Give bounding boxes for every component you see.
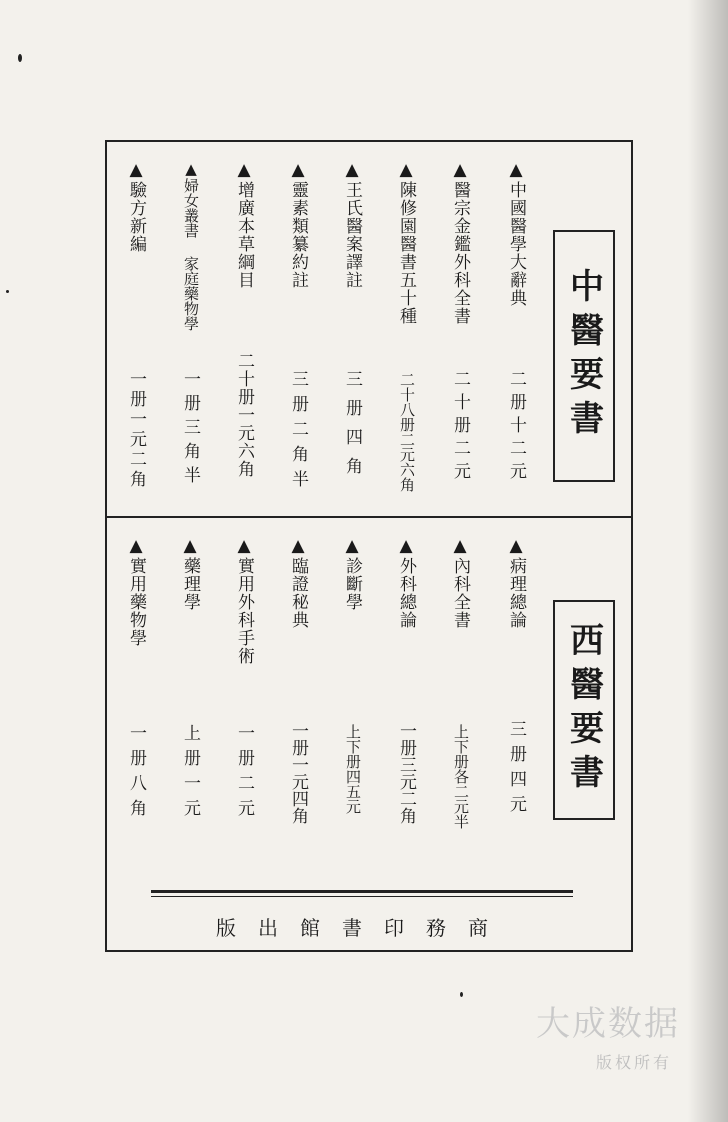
western-section-title: 西醫要書: [563, 622, 604, 798]
ink-speck: [6, 290, 9, 293]
book-name: ▲驗方新編: [126, 160, 146, 253]
book-price: 一册三角半: [180, 370, 200, 490]
western-section-title-box: [553, 600, 615, 820]
book-name: ▲藥理學: [180, 536, 200, 611]
watermark-text: 大成数据: [536, 1004, 680, 1044]
book-name: ▲外科總論: [396, 536, 416, 629]
ink-speck: [460, 992, 463, 997]
advertisement-frame: [105, 140, 633, 952]
book-price: 一册八角: [126, 724, 146, 824]
book-name: ▲臨證秘典: [288, 536, 308, 629]
book-name: ▲實用藥物學: [126, 536, 146, 647]
book-price: 一册二元: [234, 724, 254, 824]
book-name: ▲王氏醫案譯註: [342, 160, 362, 289]
book-name: ▲診斷學: [342, 536, 362, 611]
book-name: ▲靈素類纂約註: [288, 160, 308, 289]
book-name: ▲實用外科手術: [234, 536, 254, 665]
book-price: 二十册二元: [450, 370, 470, 485]
book-price: 三册二角半: [288, 370, 308, 495]
book-name: ▲病理總論: [506, 536, 526, 629]
book-name: ▲內科全書: [450, 536, 470, 629]
book-name: ▲婦女叢書 家庭藥物學: [182, 160, 200, 331]
chinese-section-title-box: [553, 230, 615, 482]
book-name: ▲醫宗金鑑外科全書: [450, 160, 470, 325]
footer-double-rule: [151, 890, 573, 893]
ink-speck: [18, 54, 22, 62]
book-name: ▲中國醫學大辭典: [506, 160, 526, 307]
book-price: 一册一元二角: [126, 370, 146, 490]
book-price: 一册三元二角: [396, 722, 416, 824]
book-price: 三册四元: [506, 720, 526, 820]
book-price: 三册四角: [342, 370, 362, 486]
book-price: 上册一元: [180, 724, 200, 824]
watermark-subtext: 版权所有: [596, 1053, 673, 1072]
book-name: ▲陳修園醫書五十種: [396, 160, 416, 325]
publisher-imprint: 商務印書館出版: [216, 916, 510, 940]
page-edge-shadow: [688, 0, 728, 1122]
book-price: 二册十二元: [506, 370, 526, 485]
book-price: 一册一元四角: [288, 722, 308, 824]
book-price: 上下册四五元: [344, 724, 362, 814]
book-name: ▲增廣本草綱目: [234, 160, 254, 289]
chinese-section-title: 中醫要書: [563, 268, 604, 444]
book-price: 二十册一元六角: [234, 352, 254, 478]
section-divider: [107, 516, 631, 518]
book-price: 二十八册二元六角: [398, 372, 416, 492]
book-price: 上下册各二元半: [452, 724, 470, 829]
